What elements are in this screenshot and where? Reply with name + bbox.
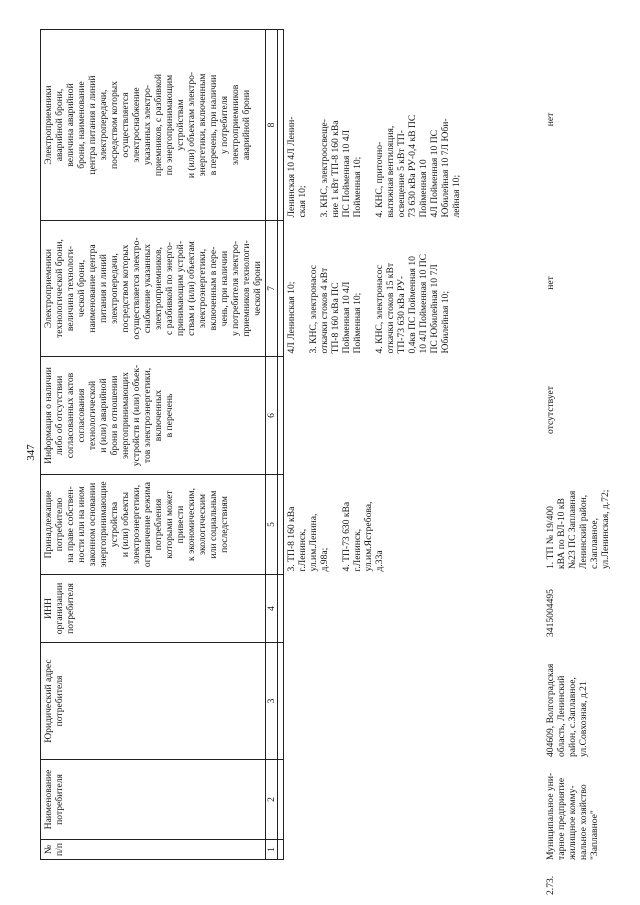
- header-name-label: Наименование потребителя: [43, 769, 65, 830]
- header-number-label: № п/п: [43, 843, 65, 856]
- entry-acts: отсутствует: [545, 386, 556, 434]
- column-number: 3: [266, 643, 278, 760]
- consumers-table: [40, 29, 464, 860]
- entry-number: 2.73.: [545, 875, 556, 895]
- column-number: 5: [266, 475, 278, 575]
- continuation-row: [284, 30, 465, 860]
- header-objects: [41, 475, 266, 575]
- entry-emergency-reserve: нет: [545, 112, 556, 127]
- header-emergency-reserve-label: Электроприемники аварийной брони, величина аварийной брони, наименование центра питания и линий электропередачи, посредством которых осуществляется электроснабжение указанных электро- приемников, с разбивкой по энергопринимающим устройствам и (или) объектам электро- энергетики, включенным в перечень, при наличии у потребителя электроприемников аварийной брони: [43, 71, 252, 179]
- continuation-tech-reserve: 4Л Ленинская 10; 3. КНС, электронасос откачки стоков 4 кВт ТП-8 160 кВа ПС Пойменная 10 4Л Пойменная 10; 4. КНС, электронасос откачки стоков 15 кВт ТП-73 630 кВа РУ- 0,4кв ПС Пойменная 10 10 4Л Пойменная 10 ПС ПС Юбилейная 10 7Л Юбилейная 10;: [286, 253, 451, 354]
- entry-tech-reserve: нет: [545, 276, 556, 290]
- column-number: 6: [266, 357, 278, 475]
- header-objects-label: Принадлежащие потребителю на праве собствен- ности или на ином законном основании энергопринимающие устройства и (или) объекты электроэнергетики, ограничение режима потребления которыми может привести к экономическим, экологическим или социальным последствиям: [43, 481, 230, 568]
- column-number: 7: [266, 221, 278, 357]
- column-number: 8: [266, 30, 278, 221]
- continuation-emergency-reserve: Ленинская 10 4Л Ленин- ская 10; 3. КНС, электроосвеще- ние 1 кВт ТП-8 160 кВа ПС Пойменная 10 4Л Пойменная 10; 4. КНС, приточно- вытяжная вентиляция, освещение 5 кВт ТП- 73 630 кВа РУ-0,4 кВ ПС Пойменная 10 4Л Пойменная 10 ПС Юбилейная 10 7Л Юби- лейная 10;: [286, 114, 462, 218]
- column-number: 2: [266, 760, 278, 840]
- entry-2-73: [545, 0, 640, 905]
- entry-name: Муниципальное уни- тарное предприятие жилищное комму- нальное хозяйство "Заплавное": [545, 772, 600, 860]
- header-number: [41, 840, 266, 860]
- entry-objects: 1. ТП № 19/400 кВА по ВЛ-10 кВ №23 ПС Заплавная Ленинский район, с.Заплавное, ул.Ленинская, д.72;: [545, 489, 611, 569]
- header-acts-label: Информация о наличии либо об отсутствии согласованных актов согласования технологической и (или) аварийной брони в отношении энергопринимающих устройств и (или) объек- тов электроэнергетики, включенных в перечень: [43, 364, 175, 467]
- header-row: [41, 30, 266, 860]
- page-number: 347: [25, 444, 37, 461]
- column-number: 1: [266, 840, 278, 860]
- header-inn-label: ИНН организации потребителя: [43, 582, 76, 635]
- header-name: [41, 760, 266, 840]
- continuation-objects: 3. ТП-8 160 кВа г.Ленинск, ул.им.Ленина, д.98а; 4. ТП-73 630 кВа г.Ленинск, ул.им.Ястребова, д.33а: [286, 501, 385, 572]
- header-tech-reserve-label: Электроприемники технологической брони, величина технологи- ческой брони, наименование центра питания и линий электропередачи, посредством которых осуществляется электро- снабжение указанных электроприемников, с разбивкой по энерго- принимающим устрой- ствам и (или) объектам электроэнергетики, включенным в пере- чень, при наличии у потребителя электро- приемников технологи- ческой брони: [43, 237, 263, 340]
- entry-address: 404609, Волгоградская область, Ленинский район, с.Заплавное, ул.Совхозная, д.21: [545, 663, 589, 757]
- header-emergency-reserve: [41, 30, 266, 221]
- header-tech-reserve: [41, 221, 266, 357]
- column-number-row: [266, 30, 278, 860]
- column-number: 4: [266, 575, 278, 643]
- header-address: [41, 643, 266, 760]
- entry-inn: 3415004495: [545, 589, 556, 637]
- header-address-label: Юридический адрес потребителя: [43, 659, 65, 743]
- header-acts: [41, 357, 266, 475]
- header-inn: [41, 575, 266, 643]
